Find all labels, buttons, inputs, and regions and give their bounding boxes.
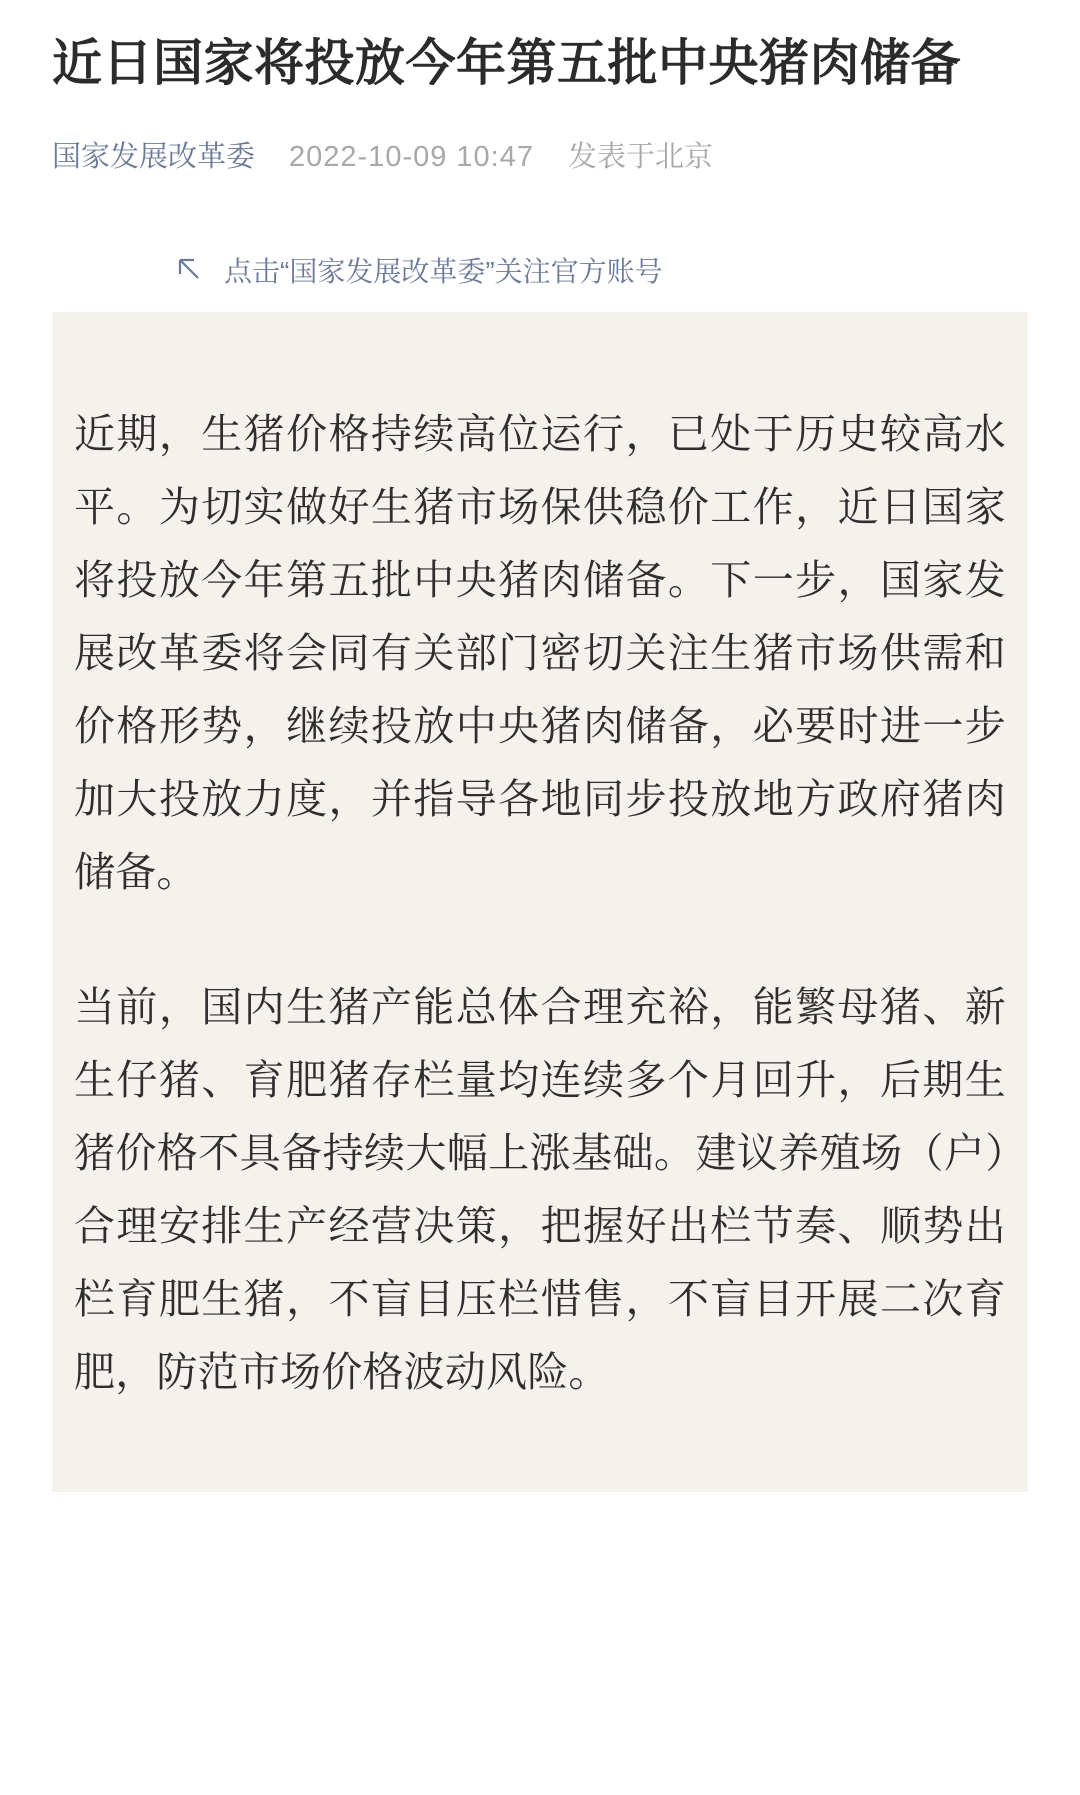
article-source-link[interactable]: 国家发展改革委 — [52, 141, 256, 173]
article-body — [52, 312, 1028, 1492]
follow-account-hint[interactable] — [0, 250, 1080, 290]
page-title: 近日国家将投放今年第五批中央猪肉储备 — [52, 35, 961, 91]
article-timestamp: 2022-10-09 10:47 — [289, 141, 534, 173]
article-header — [0, 0, 1080, 172]
follow-account-hint-label: 点击“国家发展改革委”关注官方账号 — [224, 256, 663, 287]
article-paragraph: 近期，生猪价格持续高位运行，已处于历史较高水平。为切实做好生猪市场保供稳价工作，近日国家将投放今年第五批中央猪肉储备。下一步，国家发展改革委将会同有关部门密切关注生猪市场供需和价格形势，继续投放中央猪肉储备，必要时进一步加大投放力度，并指导各地同步投放地方政府猪肉储备。 — [74, 411, 1006, 895]
article-paragraph: 当前，国内生猪产能总体合理充裕，能繁母猪、新生仔猪、育肥猪存栏量均连续多个月回升，后期生猪价格不具备持续大幅上涨基础。建议养殖场（户）合理安排生产经营决策，把握好出栏节奏、顺势出栏育肥生猪，不盲目压栏惜售，不盲目开展二次育肥，防范市场价格波动风险。 — [74, 983, 1006, 1395]
article-meta — [52, 143, 1028, 172]
article-location: 发表于北京 — [568, 141, 714, 173]
arrow-up-left-icon — [176, 257, 202, 283]
